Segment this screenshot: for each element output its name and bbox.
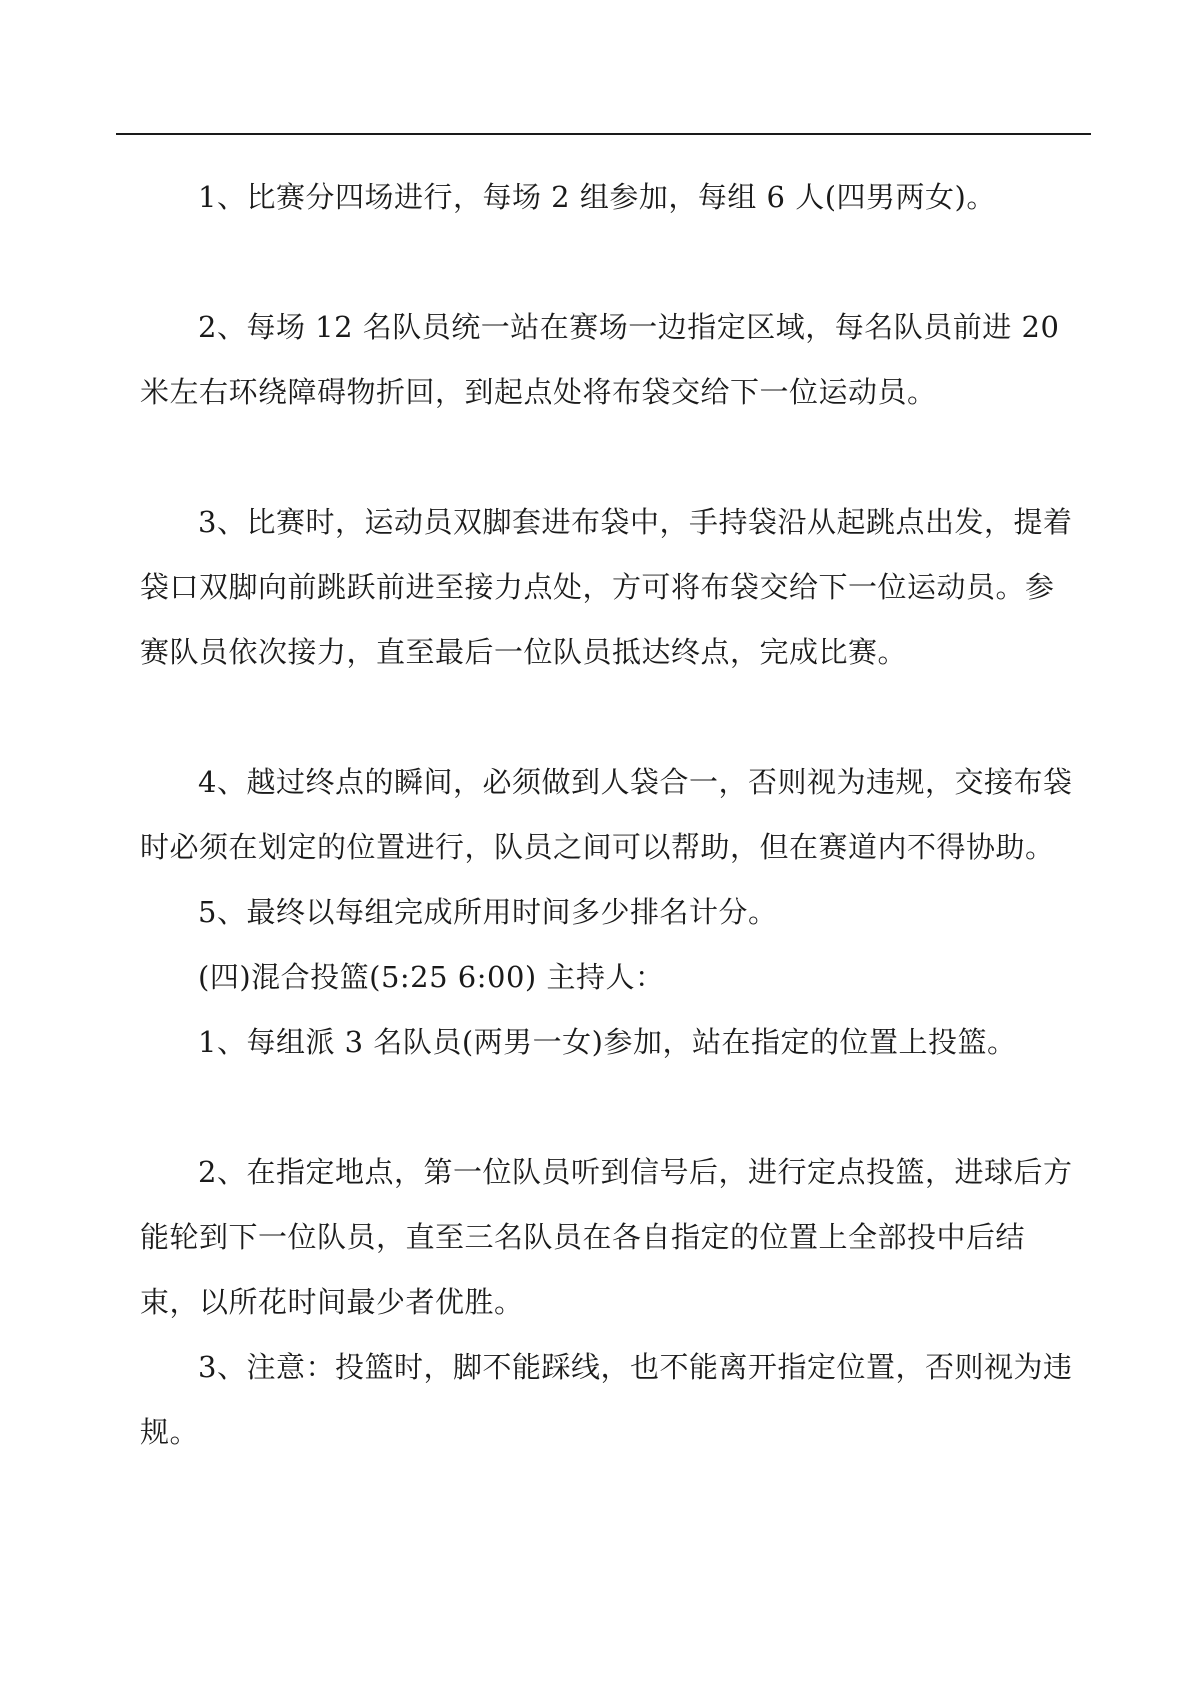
- paragraph-shooting-3: 3、注意：投篮时，脚不能踩线，也不能离开指定位置，否则视为违规。: [140, 1350, 1073, 1449]
- paragraph-rule-1: 1、比赛分四场进行，每场 2 组参加，每组 6 人(四男两女)。: [198, 180, 996, 214]
- paragraph-shooting-2: 2、在指定地点，第一位队员听到信号后，进行定点投篮，进球后方能轮到下一位队员，直至三名队员在各自指定的位置上全部投中后结束，以所花时间最少者优胜。: [140, 1155, 1073, 1319]
- paragraph-shooting-1: 1、每组派 3 名队员(两男一女)参加，站在指定的位置上投篮。: [198, 1025, 1017, 1059]
- header-rule: [116, 133, 1091, 135]
- document-body: [140, 165, 1075, 1465]
- paragraph-rule-2: 2、每场 12 名队员统一站在赛场一边指定区域，每名队员前进 20 米左右环绕障碍物折回，到起点处将布袋交给下一位运动员。: [140, 310, 1060, 409]
- paragraph-rule-5: 5、最终以每组完成所用时间多少排名计分。: [198, 895, 778, 929]
- paragraph-rule-3: 3、比赛时，运动员双脚套进布袋中，手持袋沿从起跳点出发，提着袋口双脚向前跳跃前进至接力点处，方可将布袋交给下一位运动员。参赛队员依次接力，直至最后一位队员抵达终点，完成比赛。: [140, 505, 1073, 669]
- section-heading-mixed-shooting: (四)混合投篮(5:25 6:00) 主持人：: [198, 960, 665, 994]
- paragraph-rule-4: 4、越过终点的瞬间，必须做到人袋合一，否则视为违规，交接布袋时必须在划定的位置进行，队员之间可以帮助，但在赛道内不得协助。: [140, 765, 1073, 864]
